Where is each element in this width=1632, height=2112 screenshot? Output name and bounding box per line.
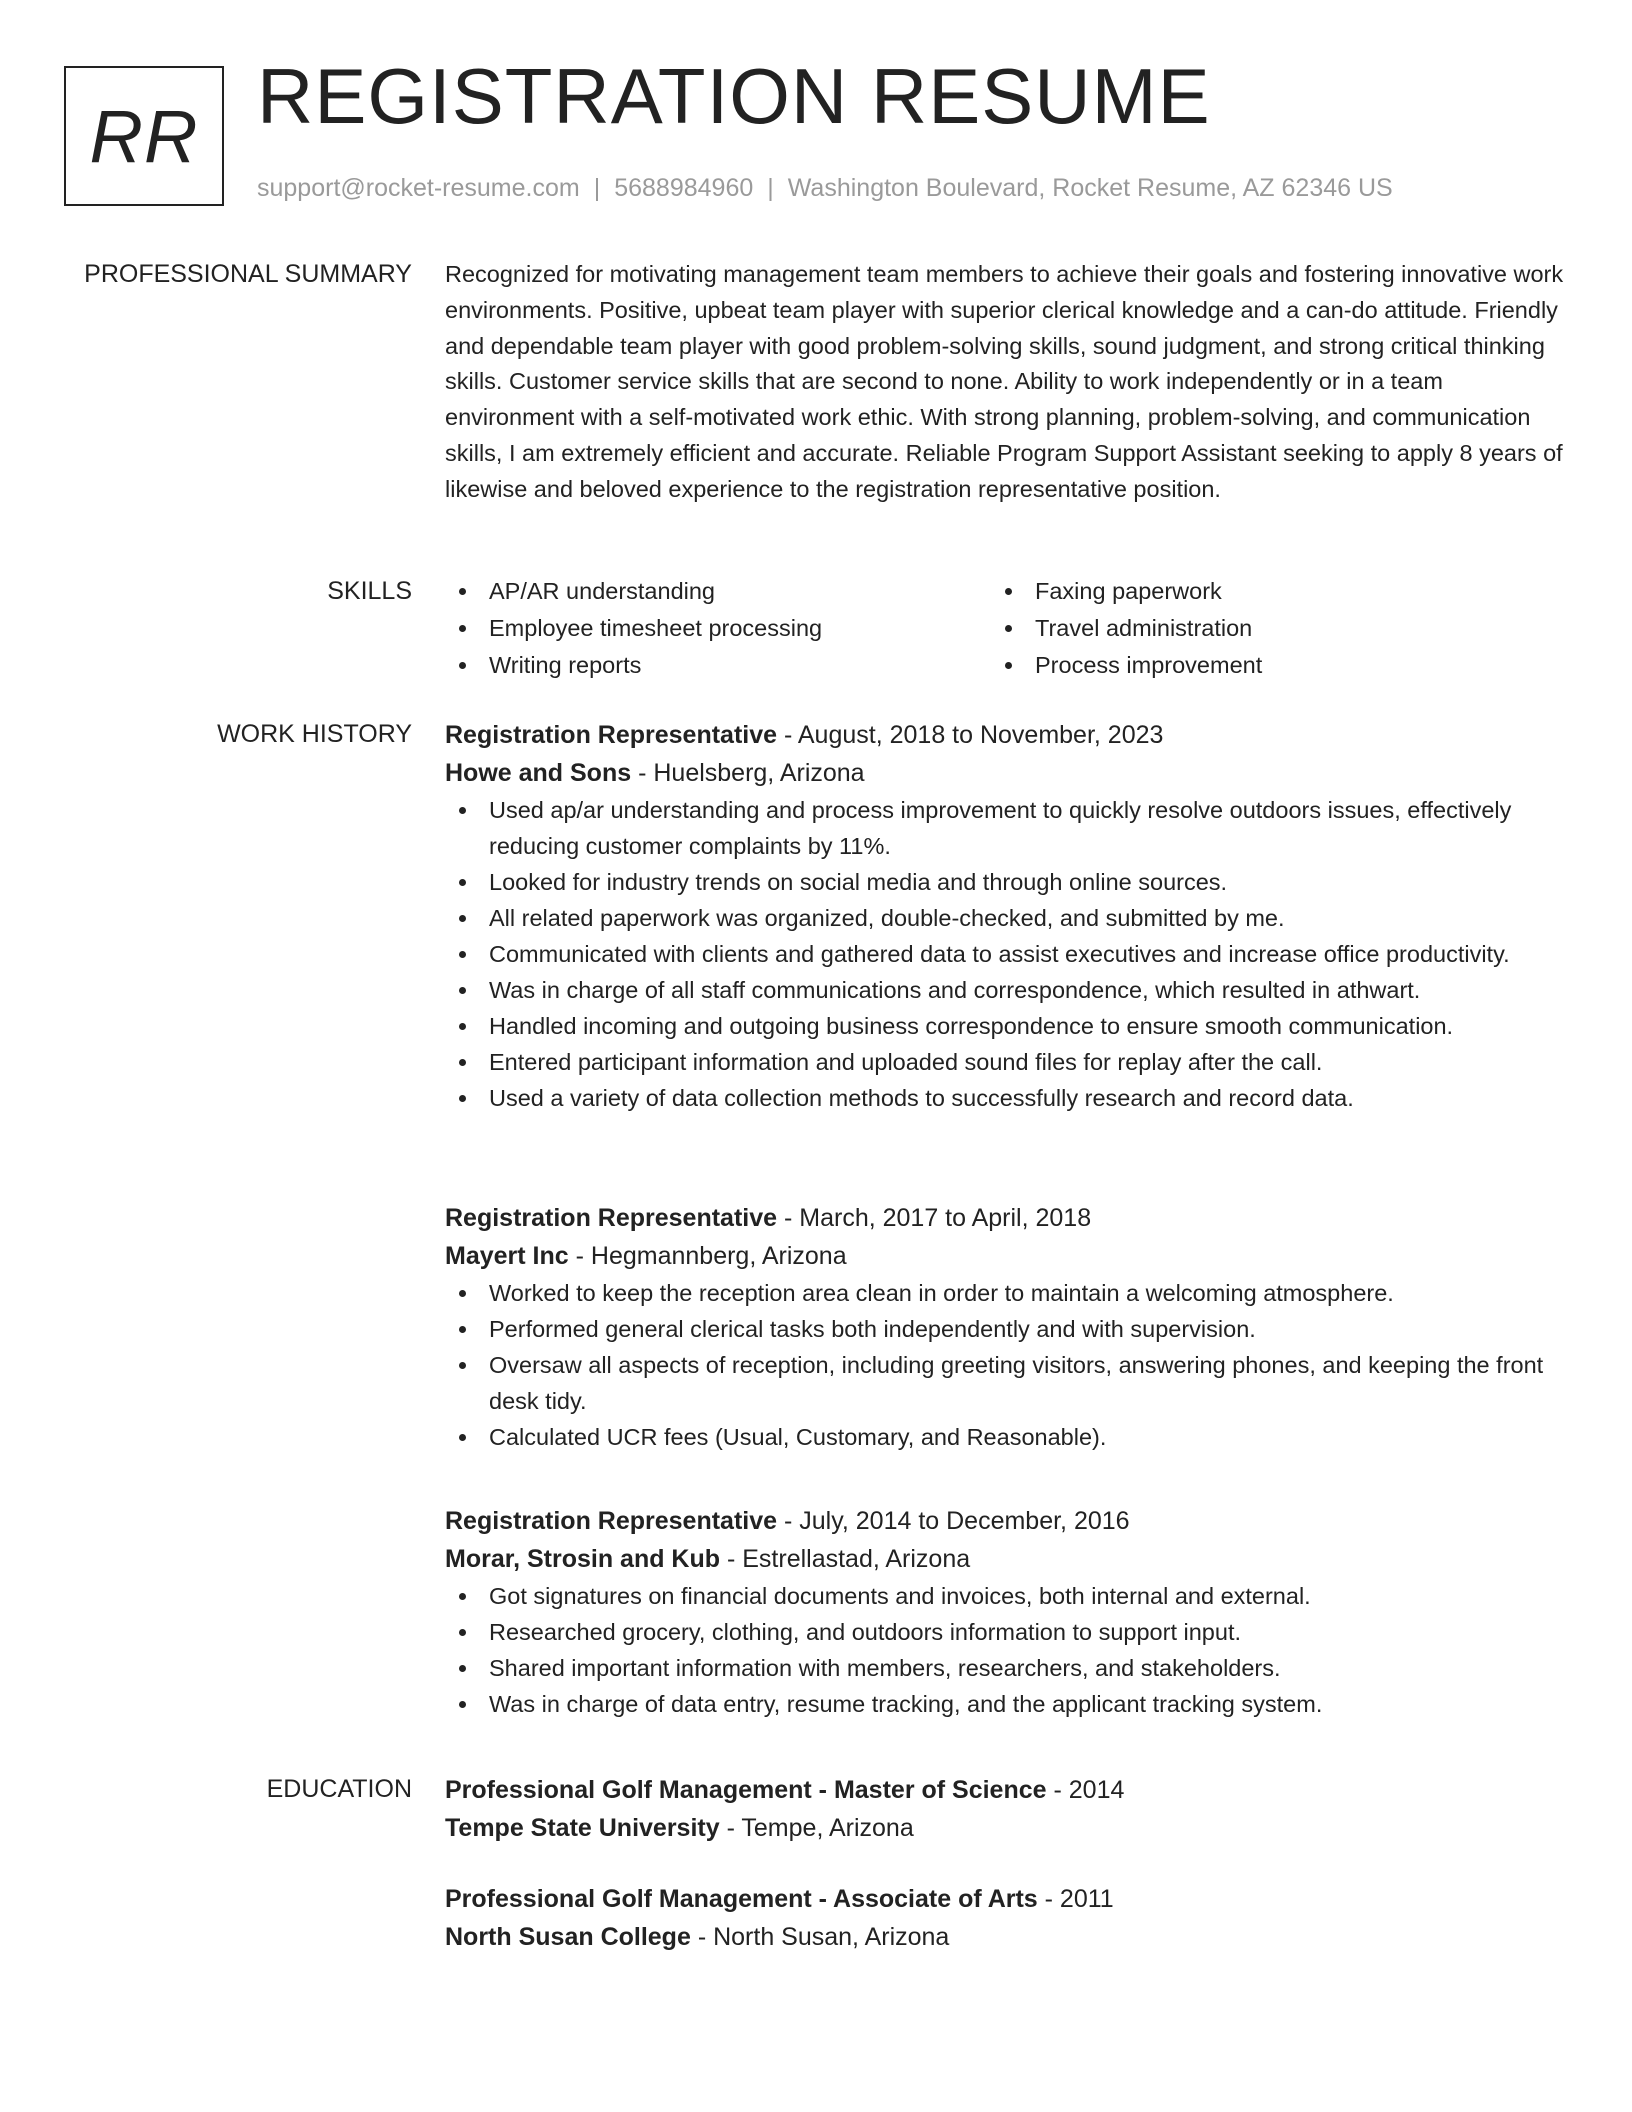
school-location: - Tempe, Arizona — [719, 1814, 914, 1842]
job-title-line — [445, 1502, 1565, 1540]
summary-body — [445, 257, 1565, 508]
job-bullet: Performed general clerical tasks both independently and with supervision. — [445, 1311, 1565, 1347]
school-name: Tempe State University — [445, 1814, 720, 1842]
job-title-line — [445, 716, 1565, 754]
school-line — [445, 1918, 1565, 1956]
degree-line — [445, 1880, 1565, 1918]
job-company: Morar, Strosin and Kub — [445, 1545, 721, 1573]
job-location: - Hegmannberg, Arizona — [568, 1242, 847, 1270]
job-title: Registration Representative — [445, 1204, 778, 1232]
skill-item: Process improvement — [991, 647, 1537, 684]
job-bullet: Oversaw all aspects of reception, including greeting visitors, answering phones, and keeping the front desk tidy. — [445, 1347, 1565, 1419]
school-name: North Susan College — [445, 1923, 691, 1951]
degree-name: Professional Golf Management - Associate of Arts — [445, 1885, 1038, 1913]
skill-item: Faxing paperwork — [991, 573, 1537, 610]
job-bullet: Communicated with clients and gathered data to assist executives and increase office productivity. — [445, 936, 1565, 972]
job-bullet-list — [445, 1275, 1565, 1455]
job-company: Howe and Sons — [445, 759, 632, 787]
job-location: - Estrellastad, Arizona — [720, 1545, 971, 1573]
job-bullet: Looked for industry trends on social media and through online sources. — [445, 864, 1565, 900]
job-entry — [445, 716, 1565, 1116]
skill-item: Employee timesheet processing — [445, 610, 991, 647]
skill-item: Writing reports — [445, 647, 991, 684]
job-bullet: Used ap/ar understanding and process improvement to quickly resolve outdoors issues, effectively reducing customer complaints by 11%. — [445, 792, 1565, 864]
job-bullet-list — [445, 792, 1565, 1116]
degree-name: Professional Golf Management - Master of Science — [445, 1776, 1047, 1804]
education-entry — [445, 1771, 1565, 1847]
contact-phone[interactable]: 5688984960 — [614, 174, 754, 202]
job-bullet: Calculated UCR fees (Usual, Customary, and Reasonable). — [445, 1419, 1565, 1455]
job-bullet: Researched grocery, clothing, and outdoors information to support input. — [445, 1614, 1565, 1650]
monogram-logo — [64, 66, 224, 206]
skills-body — [445, 573, 1565, 684]
job-dates: - August, 2018 to November, 2023 — [777, 721, 1164, 749]
degree-year: - 2011 — [1037, 1885, 1114, 1913]
job-bullet: Shared important information with members, researchers, and stakeholders. — [445, 1650, 1565, 1686]
section-label-skills: SKILLS — [327, 577, 412, 605]
skill-item: Travel administration — [991, 610, 1537, 647]
job-company-line — [445, 754, 1565, 792]
job-bullet: Got signatures on financial documents and invoices, both internal and external. — [445, 1578, 1565, 1614]
monogram-text: RR — [89, 94, 199, 178]
section-label-education: EDUCATION — [266, 1775, 412, 1803]
skill-item: AP/AR understanding — [445, 573, 991, 610]
job-location: - Huelsberg, Arizona — [631, 759, 865, 787]
job-company: Mayert Inc — [445, 1242, 569, 1270]
job-dates: - July, 2014 to December, 2016 — [777, 1507, 1130, 1535]
school-location: - North Susan, Arizona — [690, 1923, 950, 1951]
job-title-line — [445, 1199, 1565, 1237]
job-bullet: All related paperwork was organized, double-checked, and submitted by me. — [445, 900, 1565, 936]
education-entry — [445, 1880, 1565, 1956]
job-title: Registration Representative — [445, 1507, 778, 1535]
contact-address: Washington Boulevard, Rocket Resume, AZ 62346 US — [787, 174, 1393, 202]
skills-list — [445, 573, 1565, 684]
job-bullet-list — [445, 1578, 1565, 1722]
job-entry — [445, 1199, 1565, 1455]
job-bullet: Used a variety of data collection methods to successfully research and record data. — [445, 1080, 1565, 1116]
contact-line — [257, 174, 1393, 203]
job-title: Registration Representative — [445, 721, 778, 749]
job-bullet: Was in charge of data entry, resume tracking, and the applicant tracking system. — [445, 1686, 1565, 1722]
job-bullet: Handled incoming and outgoing business correspondence to ensure smooth communication. — [445, 1008, 1565, 1044]
school-line — [445, 1809, 1565, 1847]
contact-separator: | — [593, 174, 601, 202]
degree-year: - 2014 — [1046, 1776, 1125, 1804]
job-bullet: Entered participant information and uploaded sound files for replay after the call. — [445, 1044, 1565, 1080]
summary-text: Recognized for motivating management team members to achieve their goals and fostering innovative work environments. Positive, upbeat team player with superior clerical knowledge and a can-do attitude. Friendly and dependable team player with good problem-solving skills, sound judgment, and strong critical thinking skills. Customer service skills that are second to none. Ability to work independently or in a team environment with a self-motivated work ethic. With strong planning, problem-solving, and communication skills, I am extremely efficient and accurate. Reliable Program Support Assistant seeking to apply 8 years of likewise and beloved experience to the registration representative position. — [445, 261, 1564, 502]
resume-title: REGISTRATION RESUME — [257, 52, 1211, 140]
job-entry — [445, 1502, 1565, 1722]
contact-separator: | — [767, 174, 774, 202]
job-company-line — [445, 1237, 1565, 1275]
job-company-line — [445, 1540, 1565, 1578]
job-bullet: Worked to keep the reception area clean in order to maintain a welcoming atmosphere. — [445, 1275, 1565, 1311]
contact-email[interactable]: support@rocket-resume.com — [257, 174, 580, 202]
section-label-work: WORK HISTORY — [217, 720, 412, 748]
section-label-summary: PROFESSIONAL SUMMARY — [84, 260, 412, 288]
job-dates: - March, 2017 to April, 2018 — [777, 1204, 1092, 1232]
degree-line — [445, 1771, 1565, 1809]
job-bullet: Was in charge of all staff communications and correspondence, which resulted in athwart. — [445, 972, 1565, 1008]
